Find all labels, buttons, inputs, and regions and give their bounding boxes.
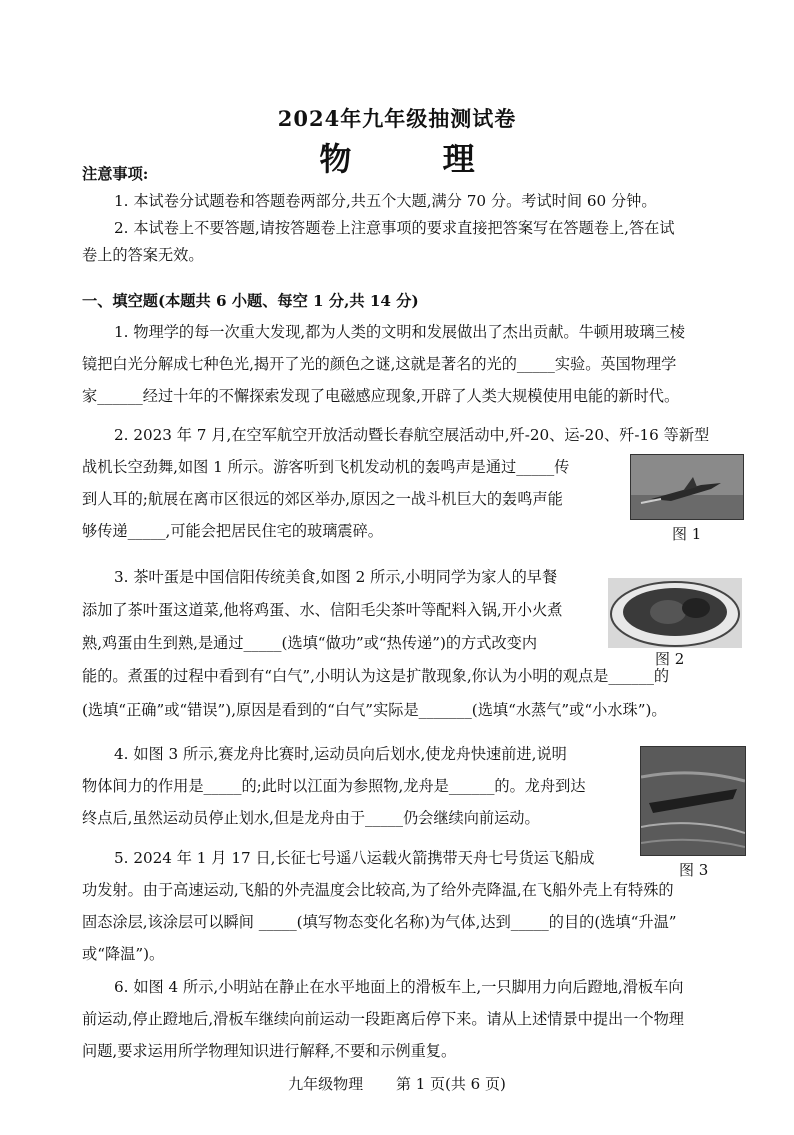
notes-item-2-line-1: 2. 本试卷上不要答题,请按答题卷上注意事项的要求直接把答案写在答题卷上,答在试 <box>114 219 675 237</box>
bowl-icon <box>608 578 742 648</box>
footer-subject: 九年级物理 <box>288 1075 364 1093</box>
q3-line-5: (选填“正确”或“错误”),原因是看到的“白气”实际是_______(选填“水蒸气”或“小水珠”)。 <box>82 701 667 719</box>
figure-2-caption: 图 2 <box>655 650 685 668</box>
q2-line-2: 战机长空劲舞,如图 1 所示。游客听到飞机发动机的轰鸣声是通过_____传 <box>82 458 570 476</box>
exam-title: 2024年九年级抽测试卷 <box>277 106 517 131</box>
figure-3-caption: 图 3 <box>679 861 709 879</box>
q3-line-4: 能的。煮蛋的过程中看到有“白气”,小明认为这是扩散现象,你认为小明的观点是______的 <box>82 667 670 685</box>
q1-line-3: 家______经过十年的不懈探索发现了电磁感应现象,开辟了人类大规模使用电能的新时代。 <box>82 387 680 405</box>
section-1-heading: 一、填空题(本题共 6 小题、每空 1 分,共 14 分) <box>82 292 419 310</box>
q2-line-3: 到人耳的;航展在离市区很远的郊区举办,原因之一战斗机巨大的轰鸣声能 <box>82 490 563 508</box>
subject-title: 物 理 <box>319 140 515 178</box>
page-footer <box>0 1073 794 1094</box>
notes-heading: 注意事项: <box>82 165 149 183</box>
figure-3-dragon-boat-photo <box>640 746 746 856</box>
figure-1-caption: 图 1 <box>672 525 702 543</box>
q3-line-1: 3. 茶叶蛋是中国信阳传统美食,如图 2 所示,小明同学为家人的早餐 <box>114 568 558 586</box>
q3-line-3: 熟,鸡蛋由生到熟,是通过_____(选填“做功”或“热传递”)的方式改变内 <box>82 634 538 652</box>
q4-line-2: 物体间力的作用是_____的;此时以江面为参照物,龙舟是______的。龙舟到达 <box>82 777 586 795</box>
boat-icon <box>641 747 745 855</box>
q4-line-1: 4. 如图 3 所示,赛龙舟比赛时,运动员向后划水,使龙舟快速前进,说明 <box>114 745 567 763</box>
q6-line-1: 6. 如图 4 所示,小明站在静止在水平地面上的滑板车上,一只脚用力向后蹬地,滑板车向 <box>114 978 684 996</box>
q4-line-3: 终点后,虽然运动员停止划水,但是龙舟由于_____仍会继续向前运动。 <box>82 809 540 827</box>
q2-line-4: 够传递_____,可能会把居民住宅的玻璃震碎。 <box>82 522 383 540</box>
q6-line-3: 问题,要求运用所学物理知识进行解释,不要和示例重复。 <box>82 1042 457 1060</box>
q5-line-4: 或“降温”)。 <box>82 945 165 963</box>
q1-line-1: 1. 物理学的每一次重大发现,都为人类的文明和发展做出了杰出贡献。牛顿用玻璃三棱 <box>114 323 685 341</box>
q5-line-3: 固态涂层,该涂层可以瞬间 _____(填写物态变化名称)为气体,达到_____的目的(选填“升温” <box>82 913 677 931</box>
notes-item-1: 1. 本试卷分试题卷和答题卷两部分,共五个大题,满分 70 分。考试时间 60 分钟。 <box>114 192 657 210</box>
figure-1-jet-photo <box>630 454 744 520</box>
q2-line-1: 2. 2023 年 7 月,在空军航空开放活动暨长春航空展活动中,歼-20、运-20、歼-16 等新型 <box>114 426 710 444</box>
figure-2-tea-egg-photo <box>608 578 742 648</box>
footer-page-number: 第 1 页(共 6 页) <box>395 1075 506 1093</box>
q5-line-2: 功发射。由于高速运动,飞船的外壳温度会比较高,为了给外壳降温,在飞船外壳上有特殊的 <box>82 881 674 899</box>
jet-icon <box>631 455 743 519</box>
q1-line-2: 镜把白光分解成七种色光,揭开了光的颜色之谜,这就是著名的光的_____实验。英国物理学 <box>82 355 677 373</box>
notes-item-2-line-2: 卷上的答案无效。 <box>82 246 204 264</box>
q3-line-2: 添加了茶叶蛋这道菜,他将鸡蛋、水、信阳毛尖茶叶等配料入锅,开小火煮 <box>82 601 563 619</box>
q6-line-2: 前运动,停止蹬地后,滑板车继续向前运动一段距离后停下来。请从上述情景中提出一个物理 <box>82 1010 684 1028</box>
q5-line-1: 5. 2024 年 1 月 17 日,长征七号遥八运载火箭携带天舟七号货运飞船成 <box>114 849 595 867</box>
